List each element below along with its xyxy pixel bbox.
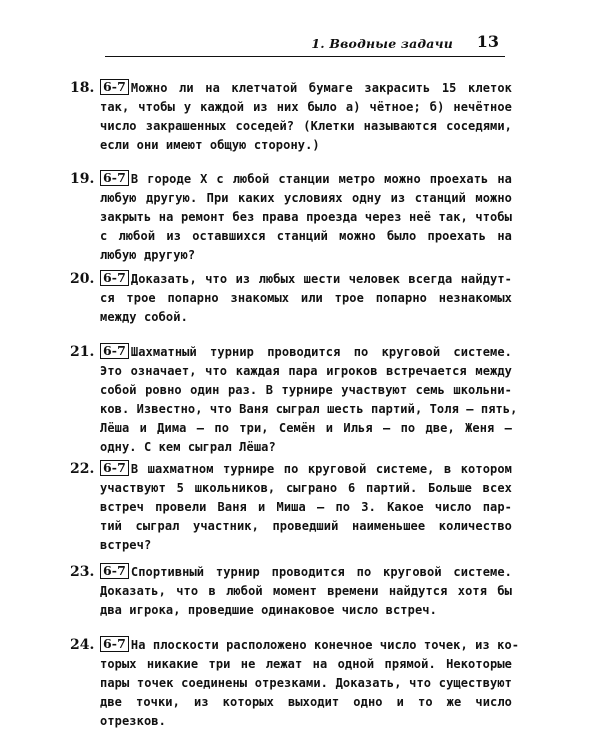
grade-badge: 6-7 [100,563,129,579]
problem-line: 6-7 Спортивный турнир проводится по круговой системе. [100,563,512,582]
problem-line: с любой из оставшихся станций можно было проехать на [100,229,512,243]
grade-badge: 6-7 [100,79,129,95]
problem-number: 24. [70,637,95,653]
page-number: 13 [476,32,499,51]
section-title: 1. Вводные задачи [311,36,453,51]
problem-line: торых никакие три не лежат на одной прямой. Некоторые [100,657,512,671]
grade-badge: 6-7 [100,343,129,359]
problem-line: 6-7 Шахматный турнир проводится по круговой системе. [100,343,512,362]
problem-line: любую другую. При каких условиях одну из станций можно [100,191,512,205]
problem-line: две точки, из которых выходит одно и то же число [100,695,512,709]
problem-text [100,343,518,457]
problem-line: Лёша и Дима — по три, Семён и Илья — по две, Женя — [100,421,512,435]
problem-text [100,563,512,620]
problem-line: пары точек соединены отрезками. Доказать, что существуют [100,676,512,690]
problem-text [100,170,512,265]
problem-line: число закрашенных соседей? (Клетки называются соседями, [100,119,512,133]
problem-number: 20. [70,271,95,287]
problem-text [100,460,512,555]
problem-line: одну. С кем сыграл Лёша? [100,440,276,454]
problem-number: 22. [70,461,95,477]
problem-line: собой ровно один раз. В турнире участвуют семь школьни- [100,383,512,397]
grade-badge: 6-7 [100,636,129,652]
running-header [105,30,505,57]
grade-badge: 6-7 [100,170,129,186]
problem-line: ся трое попарно знакомых или трое попарно незнакомых [100,291,512,305]
problem-line: Доказать, что в любой момент времени найдутся хотя бы [100,584,512,598]
problem-line: между собой. [100,310,188,324]
problem-number: 19. [70,171,95,187]
problem-line: 6-7 В шахматном турнире по круговой системе, в котором [100,460,512,479]
problem-line: отрезков. [100,714,166,728]
problem-line: если они имеют общую сторону.) [100,138,320,152]
grade-badge: 6-7 [100,460,129,476]
problem-text [100,636,520,731]
problem-text [100,79,512,155]
problem-text [100,270,512,327]
problem-line: 6-7 В городе X с любой станции метро можно проехать на [100,170,512,189]
problem-line: встреч провели Ваня и Миша — по 3. Какое число пар- [100,500,512,514]
problem-line: любую другую? [100,248,196,262]
problem-line: тий сыграл участник, проведший наименьшее количество [100,519,512,533]
problem-line: встреч? [100,538,152,552]
problem-line: 6-7 Доказать, что из любых шести человек всегда найдут- [100,270,512,289]
problem-line: 6-7 На плоскости расположено конечное число точек, из ко- [100,636,512,655]
problem-line: два игрока, проведшие одинаковое число встреч. [100,603,437,617]
problem-line: так, чтобы у каждой из них было а) чётное; б) нечётное [100,100,512,114]
problem-line: ков. Известно, что Ваня сыграл шесть партий, Толя — пять, [100,402,518,416]
problem-line: 6-7 Можно ли на клетчатой бумаге закрасить 15 клеток [100,79,512,98]
problem-number: 21. [70,344,95,360]
problem-number: 23. [70,564,95,580]
problem-line: участвуют 5 школьников, сыграно 6 партий. Больше всех [100,481,512,495]
problem-line: закрыть на ремонт без права проезда через неё так, чтобы [100,210,512,224]
problem-number: 18. [70,80,95,96]
problem-line: Это означает, что каждая пара игроков встречается между [100,364,512,378]
grade-badge: 6-7 [100,270,129,286]
